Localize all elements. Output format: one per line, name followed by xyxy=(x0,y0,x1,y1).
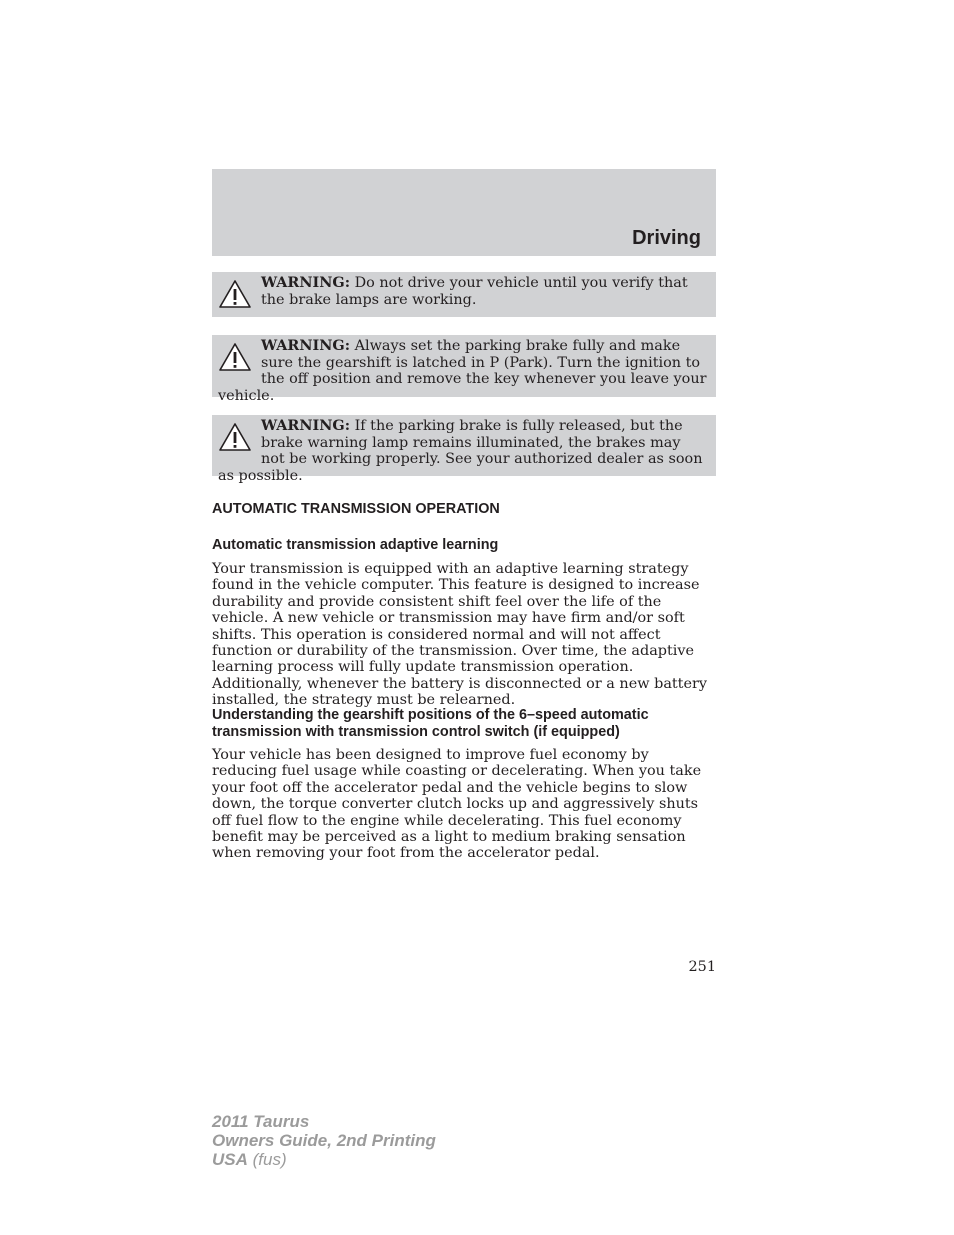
warning-triangle-icon xyxy=(218,422,252,452)
warning-box xyxy=(212,415,716,484)
footer-region-name: USA xyxy=(212,1150,248,1169)
warning-label: WARNING: xyxy=(261,274,351,291)
page-number: 251 xyxy=(688,959,716,975)
footer-region xyxy=(212,1150,436,1169)
subheading-adaptive-learning: Automatic transmission adaptive learning xyxy=(212,537,499,553)
footer-guide: Owners Guide, 2nd Printing xyxy=(212,1131,436,1150)
section-heading: AUTOMATIC TRANSMISSION OPERATION xyxy=(212,501,500,517)
warning-box xyxy=(212,335,716,404)
warning-box xyxy=(212,272,716,317)
footer xyxy=(212,1112,436,1169)
warning-text: If the parking brake is fully released, but the brake warning lamp remains illuminated, the brakes may not be working properly. See your authorized dealer as soon as possible. xyxy=(218,418,703,484)
warning-label: WARNING: xyxy=(261,417,351,434)
paragraph-adaptive-learning: Your transmission is equipped with an adaptive learning strategy found in the vehicle computer. This feature is designed to increase durability and provide consistent shift feel over the life of the vehicle. A new vehicle or transmission may have firm and/or soft shifts. This operation is considered normal and will not affect function or durability of the transmission. Over time, the adaptive learning process will fully update transmission operation. Additionally, whenever the battery is disconnected or a new battery installed, the strategy must be relearned. xyxy=(212,561,707,709)
subheading-gearshift-positions: Understanding the gearshift positions of the 6–speed automatic transmission with transmission control switch (if equipped) xyxy=(212,707,649,740)
warning-triangle-icon xyxy=(218,342,252,372)
warning-label: WARNING: xyxy=(261,337,351,354)
footer-region-code: (fus) xyxy=(247,1150,287,1169)
footer-model: 2011 Taurus xyxy=(212,1112,310,1131)
paragraph-fuel-economy: Your vehicle has been designed to improve fuel economy by reducing fuel usage while coasting or decelerating. When you take your foot off the accelerator pedal and the vehicle begins to slow down, the torque converter clutch locks up and aggressively shuts off fuel flow to the engine while decelerating. This fuel economy benefit may be perceived as a light to medium braking sensation when removing your foot from the accelerator pedal. xyxy=(212,747,702,862)
warning-text: Always set the parking brake fully and make sure the gearshift is latched in P (Park). Turn the ignition to the off position and remove the key whenever you leave your vehicle. xyxy=(218,338,707,404)
section-title: Driving xyxy=(632,227,701,249)
warning-triangle-icon xyxy=(218,279,252,309)
warning-text: Do not drive your vehicle until you verify that the brake lamps are working. xyxy=(261,275,688,308)
section-header-band xyxy=(212,169,716,256)
